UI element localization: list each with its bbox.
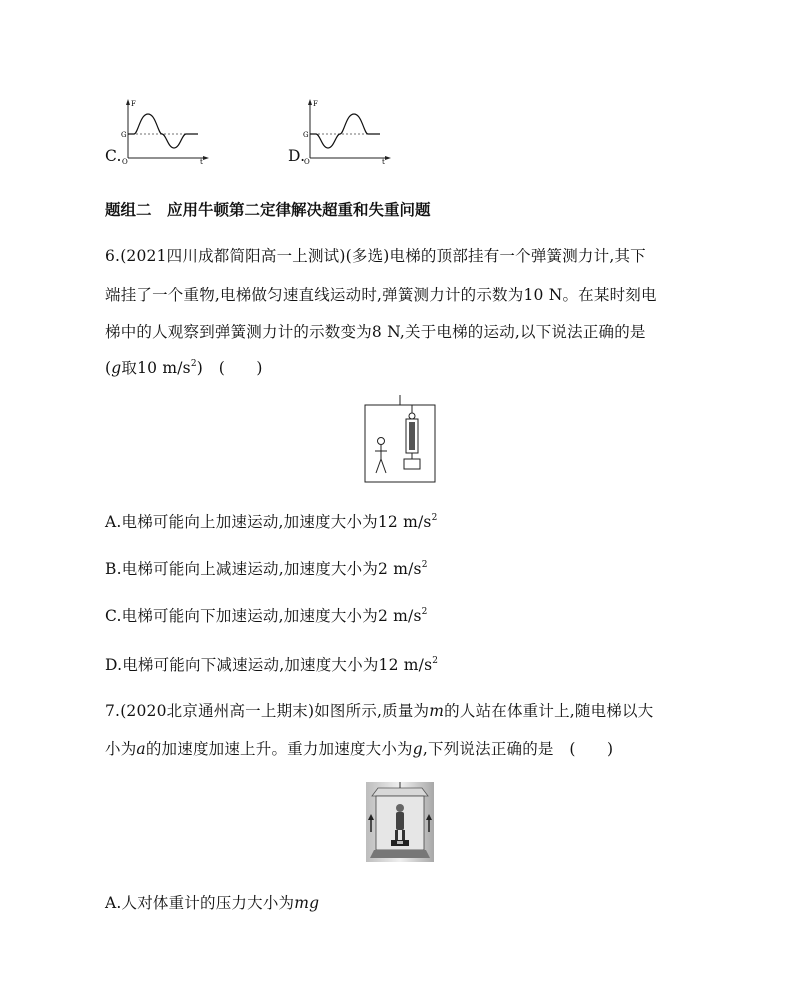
- person-right-leg: [402, 830, 405, 840]
- person-left-leg: [395, 830, 398, 840]
- graph-d-f-label: F: [313, 100, 318, 108]
- person-head: [396, 804, 404, 812]
- graph-d-o-label: O: [304, 158, 310, 164]
- section-heading: 题组二 应用牛顿第二定律解决超重和失重问题: [105, 201, 431, 219]
- option-c-graph: [118, 98, 210, 164]
- graph-c-x-arrow: [203, 156, 209, 160]
- elevator-floor: [370, 850, 430, 858]
- graph-d-curve: [310, 114, 380, 148]
- person-left-leg: [376, 459, 381, 473]
- q6-option-a: A.电梯可能向上加速运动,加速度大小为12 $m/s^2$: [105, 513, 438, 531]
- person-right-leg: [381, 459, 386, 473]
- graph-d-t-label: t: [382, 158, 385, 164]
- option-c-label: C.: [105, 147, 122, 165]
- graph-c-curve: [128, 114, 198, 148]
- elevator-car: [365, 405, 435, 482]
- q6-line-4: (g取10 $m/s^2$) ( ): [105, 359, 263, 377]
- q6-line-2: 端挂了一个重物,电梯做匀速直线运动时,弹簧测力计的示数为10 N。在某时刻电: [105, 286, 657, 304]
- q6-line-3: 梯中的人观察到弹簧测力计的示数变为8 N,关于电梯的运动,以下说法正确的是: [105, 323, 646, 341]
- spring-scale-ring: [409, 413, 415, 419]
- q7-elevator-illustration: [366, 782, 434, 866]
- q6-option-d: D.电梯可能向下减速运动,加速度大小为12 $m/s^2$: [105, 656, 439, 674]
- scale-display: [397, 841, 403, 844]
- option-d-graph: [300, 98, 392, 164]
- hanging-weight: [404, 459, 420, 469]
- graph-c-o-label: O: [122, 158, 128, 164]
- graph-c-t-label: t: [200, 158, 203, 164]
- graph-c-f-label: F: [131, 100, 136, 108]
- graph-c-g-label: G: [121, 131, 127, 139]
- option-d-label: D.: [288, 147, 306, 165]
- spring-scale-inner: [409, 422, 415, 450]
- elevator-ceiling: [372, 788, 428, 796]
- person-head: [378, 438, 385, 445]
- q6-option-b: B.电梯可能向上减速运动,加速度大小为2 $m/s^2$: [105, 560, 428, 578]
- q7-line-2: 小为a的加速度加速上升。重力加速度大小为g,下列说法正确的是 ( ): [105, 740, 614, 758]
- q7-option-a: A.人对体重计的压力大小为mg: [105, 894, 320, 912]
- q6-line-1: 6.(2021四川成都简阳高一上测试)(多选)电梯的顶部挂有一个弹簧测力计,其下: [105, 247, 646, 265]
- graph-c-y-arrow: [126, 99, 130, 105]
- q6-option-c: C.电梯可能向下加速运动,加速度大小为2 $m/s^2$: [105, 607, 428, 625]
- graph-d-y-arrow: [308, 99, 312, 105]
- graph-d-g-label: G: [303, 131, 309, 139]
- q7-line-1: 7.(2020北京通州高一上期末)如图所示,质量为m的人站在体重计上,随电梯以大: [105, 702, 654, 720]
- q6-elevator-diagram: [364, 395, 436, 487]
- person-torso: [396, 812, 404, 830]
- graph-d-x-arrow: [385, 156, 391, 160]
